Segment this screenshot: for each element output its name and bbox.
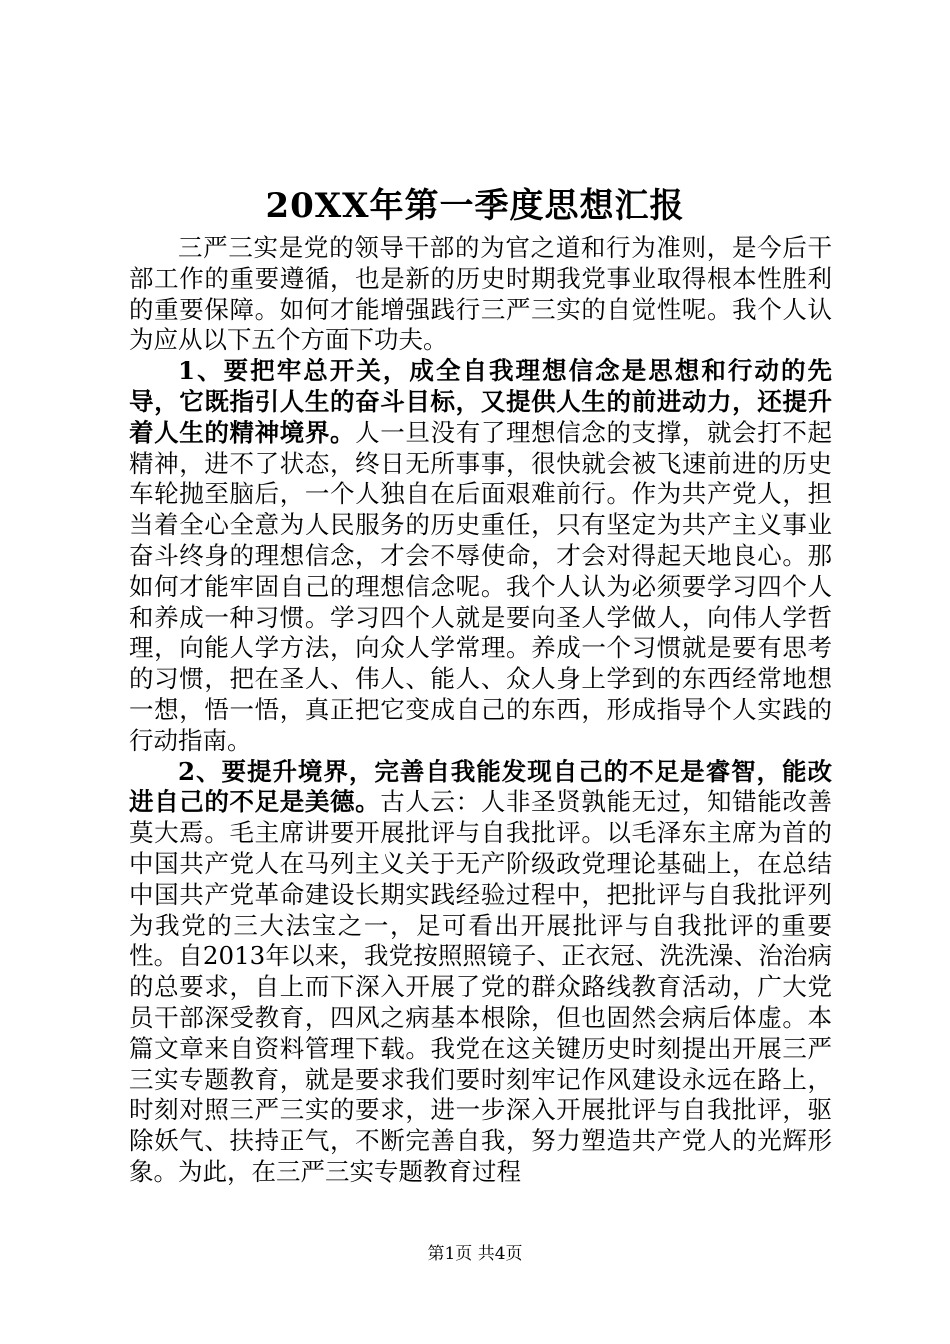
document-body <box>129 233 832 1188</box>
paragraph-point-1 <box>129 356 832 756</box>
paragraph-lead: 2、要提升境界，完善自我能发现自己的不足是睿智，能改进自己的不足是美德。 <box>129 756 832 817</box>
paragraph-text: 人一旦没有了理想信念的支撑，就会打不起精神，进不了状态，终日无所事事，很快就会被飞速前进的历史车轮抛至脑后，一个人独自在后面艰难前行。作为共产党人，担当着全心全意为人民服务的历史重任，只有坚定为共产主义事业奋斗终身的理想信念，才会不辱使命，才会对得起天地良心。那如何才能牢固自己的理想信念呢。我个人认为必须要学习四个人和养成一种习惯。学习四个人就是要向圣人学做人，向伟人学哲理，向能人学方法，向众人学常理。养成一个习惯就是要有思考的习惯，把在圣人、伟人、能人、众人身上学到的东西经常地想一想，悟一悟，真正把它变成自己的东西，形成指导个人实践的行动指南。 <box>129 417 833 755</box>
paragraph-intro <box>129 233 832 356</box>
paragraph-text: 三严三实是党的领导干部的为官之道和行为准则，是今后干部工作的重要遵循，也是新的历史时期我党事业取得根本性胜利的重要保障。如何才能增强践行三严三实的自觉性呢。我个人认为应从以下五个方面下功夫。 <box>129 233 832 355</box>
paragraph-lead: 1、要把牢总开关，成全自我理想信念是思想和行动的先导，它既指引人生的奋斗目标，又提供人生的前进动力，还提升着人生的精神境界。 <box>129 356 832 447</box>
paragraph-text: 古人云：人非圣贤孰能无过，知错能改善莫大焉。毛主席讲要开展批评与自我批评。以毛泽东主席为首的中国共产党人在马列主义关于无产阶级政党理论基础上，在总结中国共产党革命建设长期实践经验过程中，把批评与自我批评列为我党的三大法宝之一，足可看出开展批评与自我批评的重要性。自2013年以来，我党按照照镜子、正衣冠、洗洗澡、治治病的总要求，自上而下深入开展了党的群众路线教育活动，广大党员干部深受教育，四风之病基本根除，但也固然会病后体虚。本篇文章来自资料管理下载。我党在这关键历史时刻提出开展三严三实专题教育，就是要求我们要时刻牢记作风建设永远在路上，时刻对照三严三实的要求，进一步深入开展批评与自我批评，驱除妖气、扶持正气，不断完善自我，努力塑造共产党人的光辉形象。为此，在三严三实专题教育过程 <box>129 787 832 1186</box>
document-title: 20XX年第一季度思想汇报 <box>265 186 685 226</box>
paragraph-point-2 <box>129 757 832 1188</box>
page-footer: 第1页 共4页 <box>427 1244 523 1264</box>
